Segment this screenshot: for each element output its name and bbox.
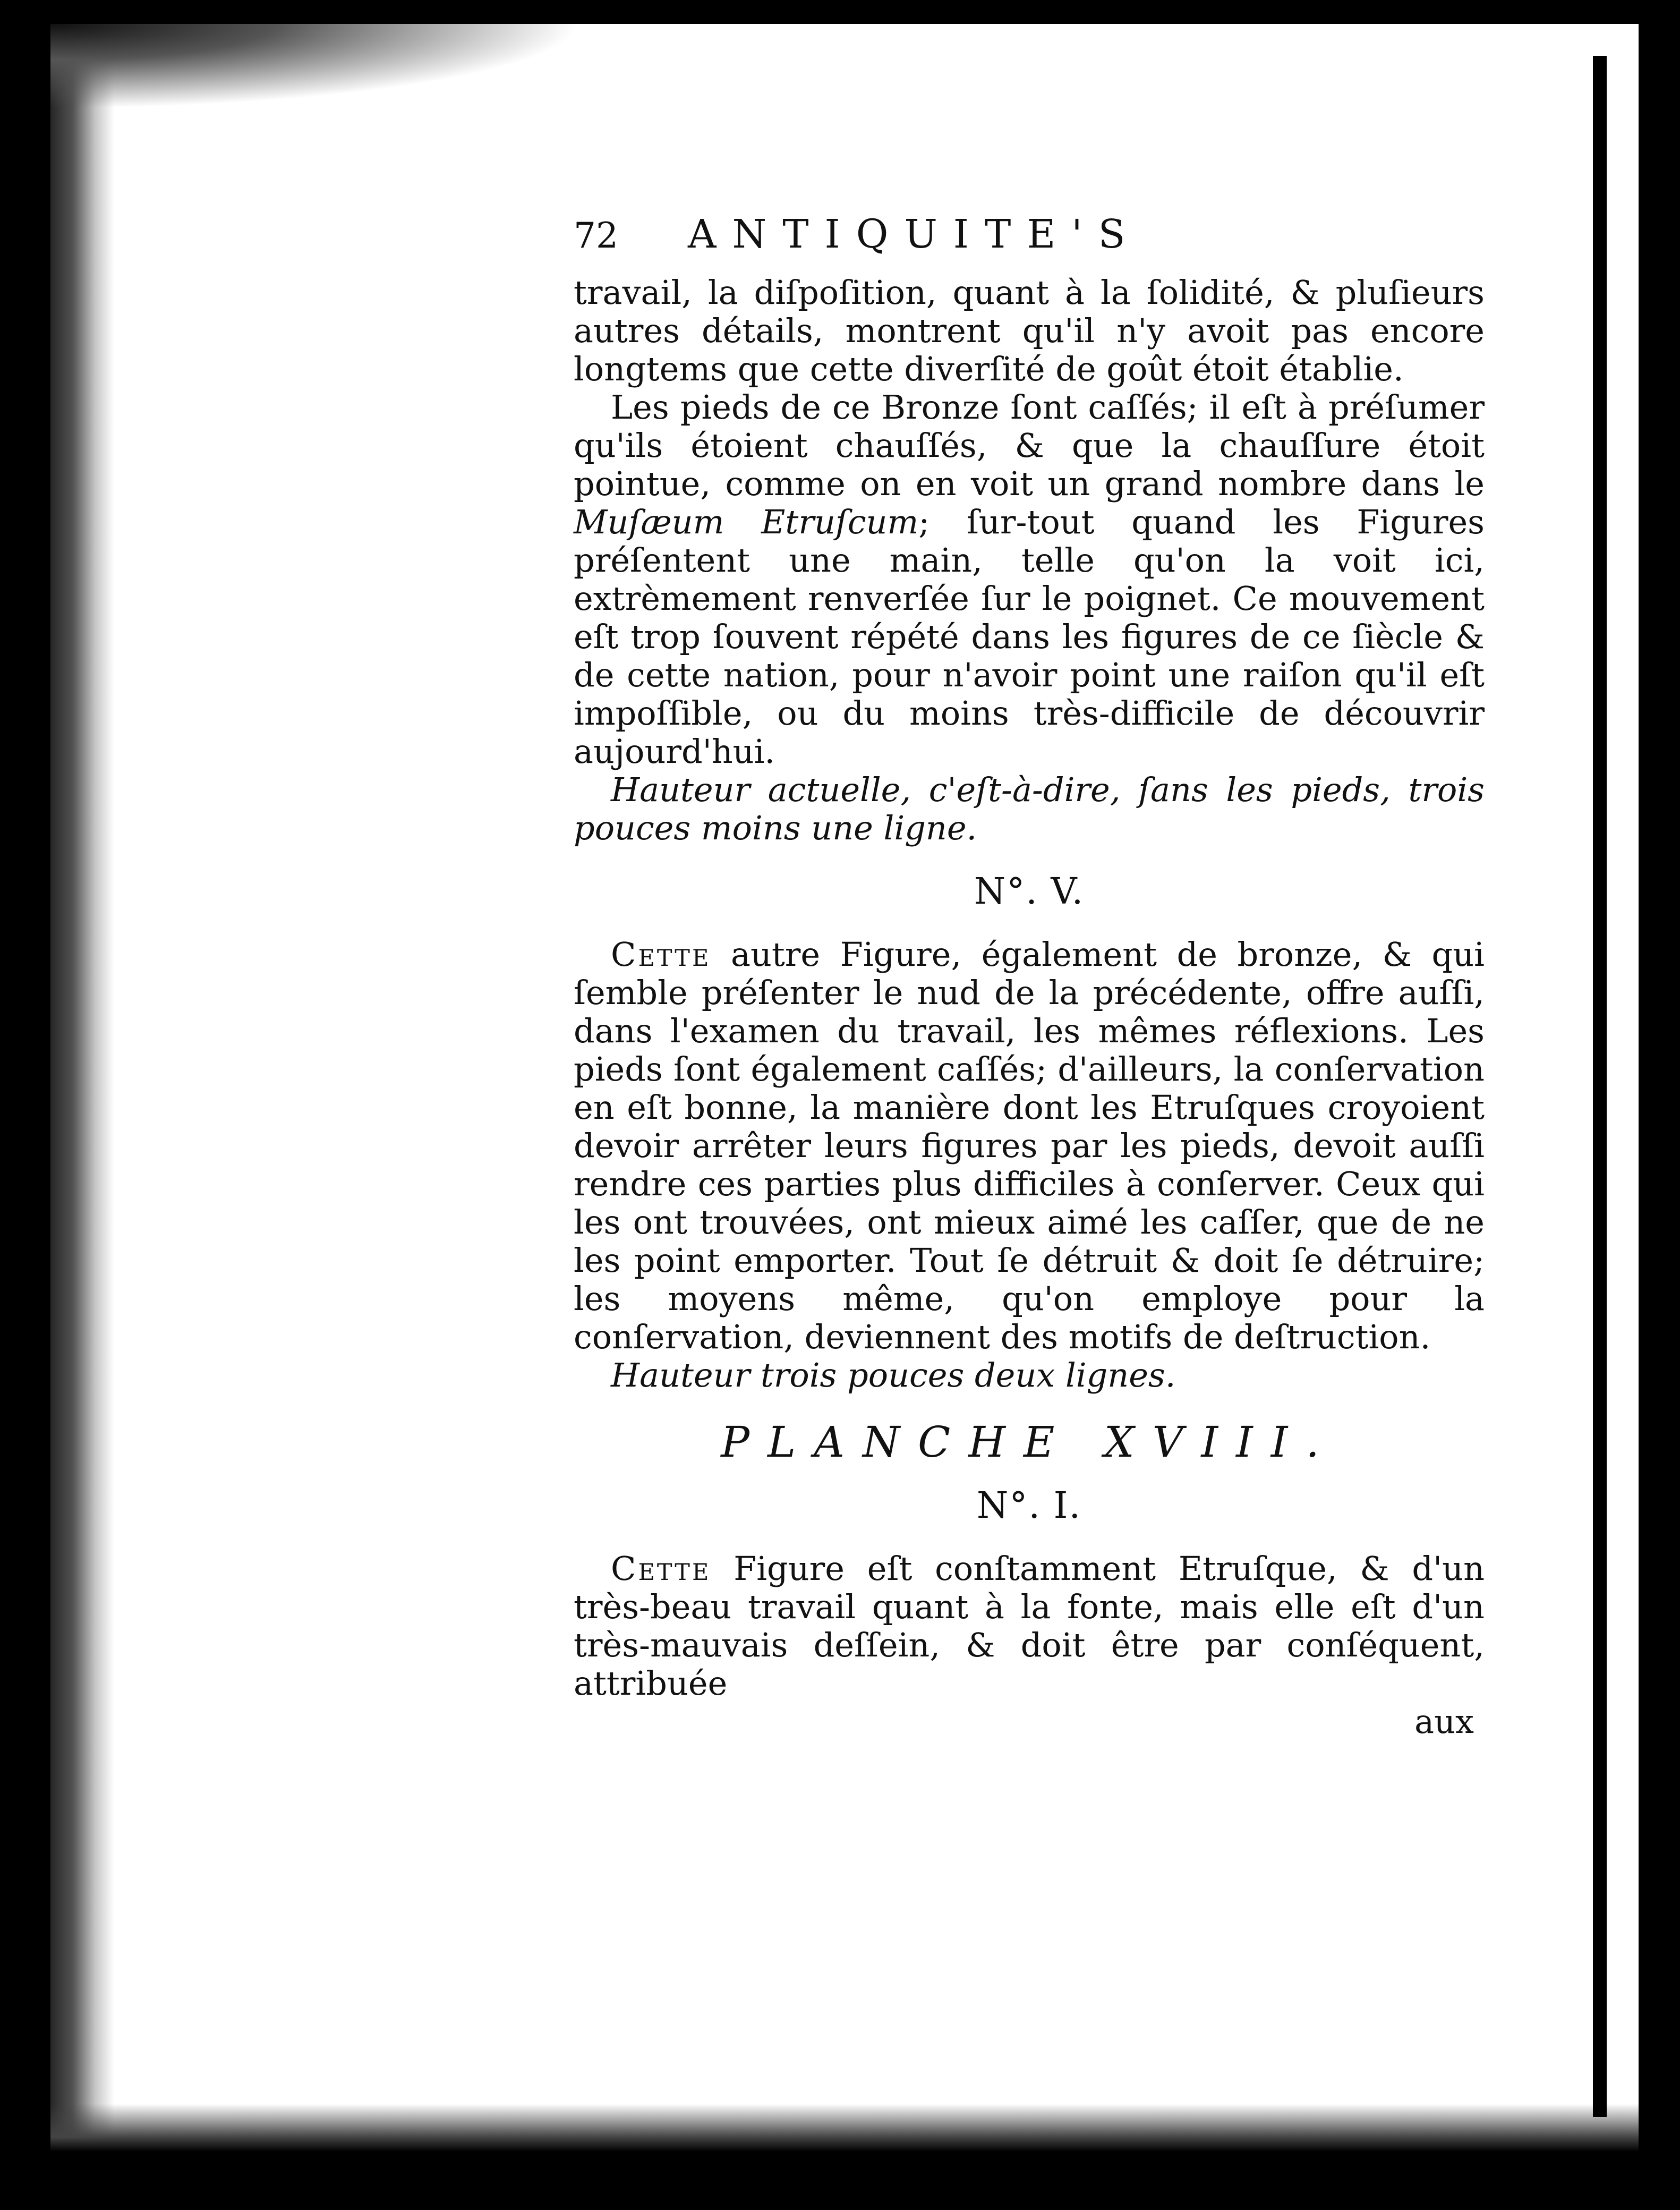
lead-word: Cette <box>611 1549 711 1588</box>
paragraph-figure-etrusque-text: Figure eſt conſtamment Etruſque, & d'un très-beau travail quant à la fonte, mais elle eſt d'un très-mauvais deſſein, & doit être par conſéquent, attribuée <box>574 1549 1485 1703</box>
paragraph-pieds-text-a: Les pieds de ce Bronze ſont caſſés; il eſt à préſumer qu'ils étoient chauſſés, & que la chauſſure étoit pointue, comme on en voit un grand nombre dans le <box>574 388 1485 503</box>
section-heading-no5: N°. V. <box>974 871 1085 913</box>
museum-etruscum-title: Muſæum Etruſcum <box>574 503 919 541</box>
text-block <box>574 211 1485 1741</box>
scan-shadow-bottom <box>50 2104 1639 2152</box>
paragraph-pieds-text-b: ; ſur-tout quand les Figures préſentent une main, telle qu'on la voit ici, extrèmement renverſée ſur le poignet. Ce mouvement eſt trop ſouvent répété dans les figures de ce ſiècle & de cette nation, pour n'avoir point une raiſon qu'il eſt impoſſible, ou du moins très-difficile de découvrir aujourd'hui. <box>574 503 1485 771</box>
height-note-1: Hauteur actuelle, c'eſt-à-dire, ſans les pieds, trois pouces moins une ligne. <box>574 770 1485 847</box>
scan-shadow-top <box>50 24 582 109</box>
lead-word: Cette <box>611 935 711 974</box>
paragraph-figure-bronze <box>574 936 1485 1356</box>
plate-heading: PLANCHE XVIII. <box>721 1417 1337 1467</box>
paragraph-continuation: travail, la diſpoſition, quant à la ſolidité, & pluſieurs autres détails, montrent qu'il n'y avoit pas encore longtems que cette diverſité de goût étoit établie. <box>574 273 1485 388</box>
scan-shadow-left <box>50 24 114 2152</box>
running-title: ANTIQUITE'S <box>688 211 1141 257</box>
gutter-rule <box>1593 56 1607 2117</box>
running-head <box>574 211 1485 274</box>
paragraph-pieds <box>574 388 1485 771</box>
catchword: aux <box>1414 1702 1474 1741</box>
scanned-page <box>50 24 1639 2152</box>
paragraph-figure-etrusque <box>574 1550 1485 1703</box>
paragraph-figure-bronze-text: autre Figure, également de bronze, & qui ſemble préſenter le nud de la précédente, offre auſſi, dans l'examen du travail, les mêmes réflexions. Les pieds ſont également caſſés; d'ailleurs, la conſervation en eſt bonne, la manière dont les Etruſques croyoient devoir arrêter leurs figures par les pieds, devoit auſſi rendre ces parties plus difficiles à conſerver. Ceux qui les ont trouvées, ont mieux aimé les caſſer, que de ne les point emporter. Tout ſe détruit & doit ſe détruire; les moyens même, qu'on employe pour la conſervation, deviennent des motifs de deſtruction. <box>574 935 1485 1356</box>
height-note-2: Hauteur trois pouces deux lignes. <box>611 1356 1176 1395</box>
page-number: 72 <box>574 215 618 256</box>
section-heading-no1: N°. I. <box>976 1485 1082 1527</box>
